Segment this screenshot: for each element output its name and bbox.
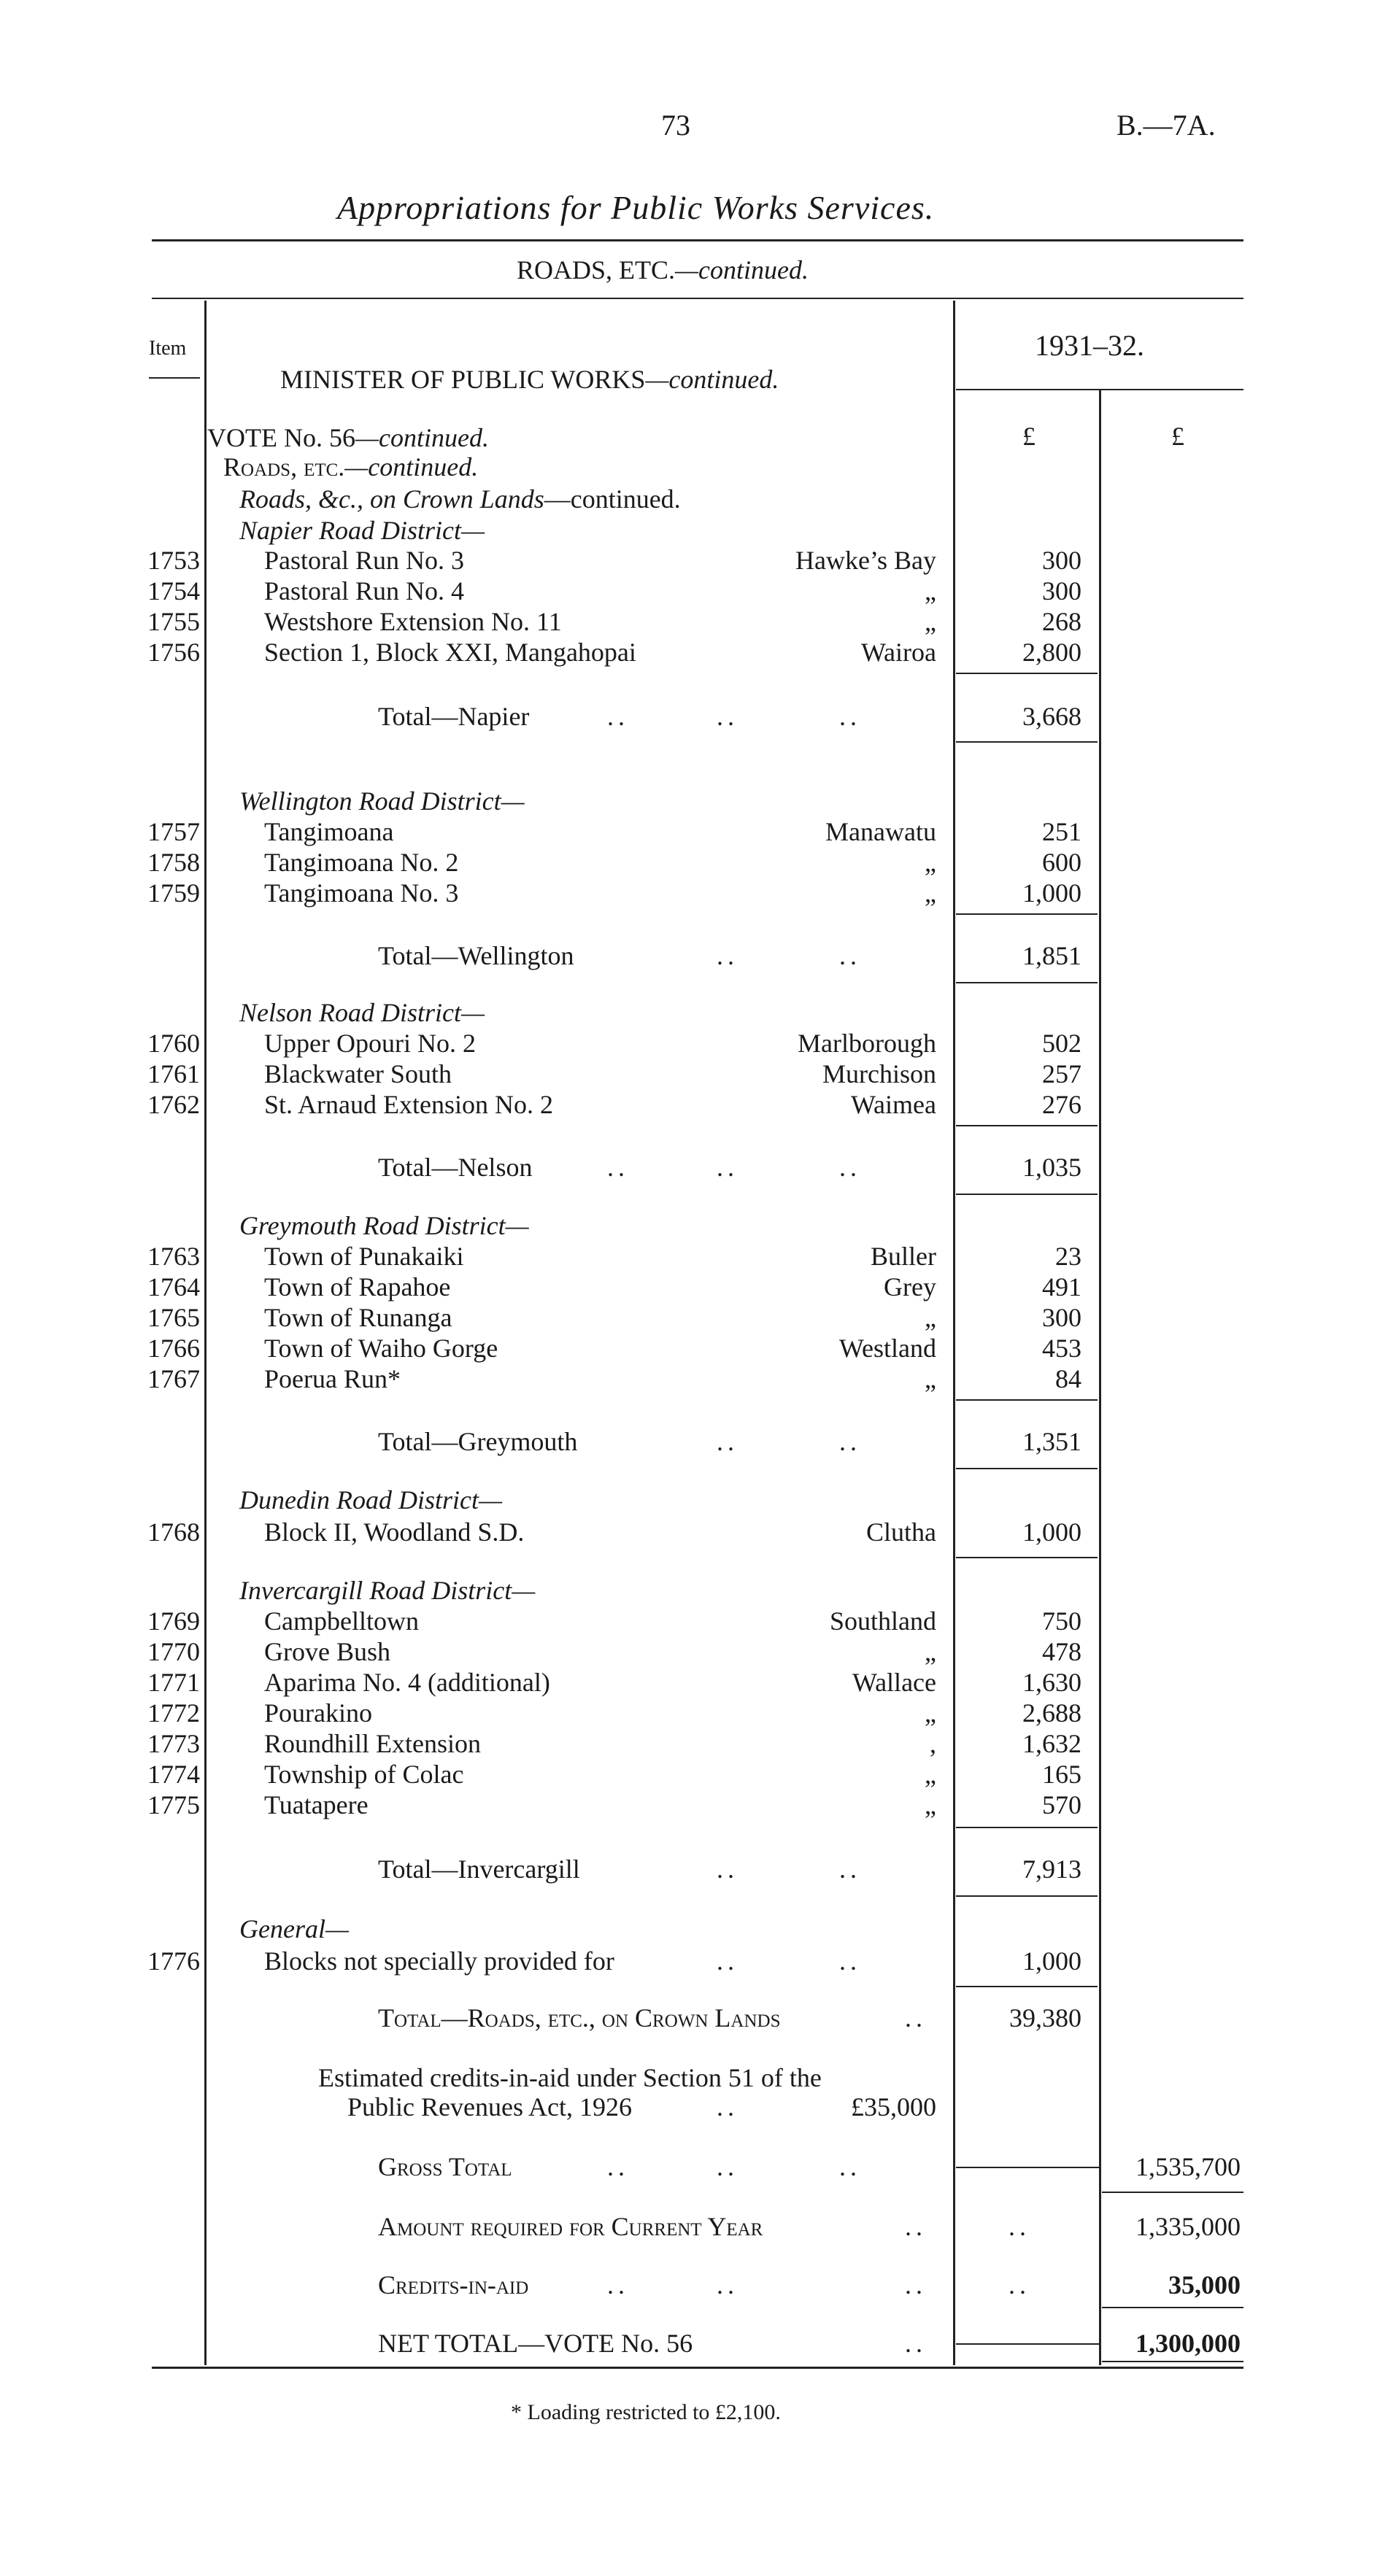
leader-dots: .. [717,2152,739,2181]
leader-dots: .. [1009,2270,1030,2300]
item-district: Westland [838,1334,936,1363]
item-amount: 1,632 [1022,1729,1081,1758]
subtotal-rule [956,1399,1098,1401]
item-number: 1765 [147,1303,200,1332]
roads-subheading-text: Roads, etc. [223,452,345,481]
item-district: Hawke’s Bay [795,546,936,575]
group-heading: Napier Road District— [239,516,485,545]
group-heading: Invercargill Road District— [239,1576,536,1605]
item-district: „ [925,1303,936,1332]
item-number: 1757 [147,817,200,846]
leader-dots: .. [839,1427,861,1456]
item-amount: 491 [1042,1272,1081,1301]
item-district: Wallace [852,1668,936,1697]
item-number: 1769 [147,1606,200,1636]
item-district: „ [925,848,936,877]
page-title: Appropriations for Public Works Services. [337,189,935,226]
item-description: Blocks not specially provided for [264,1946,614,1976]
item-amount: 1,000 [1022,1517,1081,1547]
item-district: Manawatu [825,817,936,846]
item-number: 1753 [147,546,200,575]
item-number: 1758 [147,848,200,877]
item-amount: 300 [1042,1303,1081,1332]
item-description: Westshore Extension No. 11 [264,607,562,636]
group-total-label: Total—Wellington [378,941,574,970]
subtotal-rule [956,913,1098,915]
item-description: Aparima No. 4 (additional) [264,1668,550,1697]
group-heading: Wellington Road District— [239,786,525,816]
item-number: 1760 [147,1029,200,1058]
item-description: Tangimoana No. 2 [264,848,459,877]
leader-dots: .. [839,1854,861,1884]
crown-lands-subheading [239,484,681,514]
section-title [517,255,809,285]
leader-dots: .. [839,2152,861,2181]
amount-column-rule-right [1099,390,1101,2365]
item-amount: 268 [1042,607,1081,636]
currency-symbol-2: £ [1171,422,1184,451]
item-description: Upper Opouri No. 2 [264,1029,476,1058]
item-district: „ [925,1760,936,1789]
item-number: 1774 [147,1760,200,1789]
summary-rule [1102,2307,1243,2308]
page-number: 73 [661,109,690,142]
item-amount: 1,000 [1022,1946,1081,1976]
footnote: * Loading restricted to £2,100. [511,2400,781,2424]
item-district: Murchison [822,1059,936,1088]
item-description: Block II, Woodland S.D. [264,1517,525,1547]
current-year-amount: 1,335,000 [1135,2212,1241,2241]
leader-dots: .. [717,1153,739,1182]
item-number: 1762 [147,1090,200,1119]
item-amount: 600 [1042,848,1081,877]
leader-dots: .. [905,2212,927,2241]
leader-dots: .. [839,1153,861,1182]
subtotal-rule [956,1194,1098,1195]
leader-dots: .. [607,702,629,731]
item-district: „ [925,607,936,636]
vote-heading-text: VOTE No. 56 [207,423,355,452]
subtotal-rule [956,1986,1098,1987]
leader-dots: .. [607,1153,629,1182]
summary-rule [956,2343,1099,2345]
item-header-rule [149,377,200,379]
group-heading: Dunedin Road District— [239,1485,502,1515]
item-number: 1767 [147,1364,200,1393]
item-amount: 165 [1042,1760,1081,1789]
item-amount: 23 [1055,1242,1081,1271]
title-rule [152,239,1243,241]
item-amount: 570 [1042,1790,1081,1819]
item-district: „ [925,878,936,908]
item-amount: 750 [1042,1606,1081,1636]
item-description: St. Arnaud Extension No. 2 [264,1090,553,1119]
item-district: Marlborough [798,1029,936,1058]
vote-heading-suffix: —continued. [355,423,489,452]
item-number: 1759 [147,878,200,908]
item-description: Pastoral Run No. 3 [264,546,464,575]
item-amount: 276 [1042,1090,1081,1119]
item-number: 1764 [147,1272,200,1301]
group-total-amount: 7,913 [1022,1854,1081,1884]
item-district: „ [925,1698,936,1728]
year-header-rule [956,389,1243,390]
item-description: Town of Punakaiki [264,1242,464,1271]
leader-dots: .. [717,2092,739,2121]
section-title-text: ROADS, ETC. [517,255,676,285]
document-reference: B.—7A. [1117,109,1216,142]
item-description: Township of Colac [264,1760,464,1789]
item-description: Roundhill Extension [264,1729,481,1758]
group-total-amount: 1,851 [1022,941,1081,970]
item-district: „ [925,1790,936,1819]
leader-dots: .. [839,1946,861,1976]
subtotal-rule [956,1827,1098,1828]
item-amount: 1,630 [1022,1668,1081,1697]
leader-dots: .. [607,2270,629,2300]
gross-total-label: Gross Total [378,2152,512,2181]
item-description: Pourakino [264,1698,372,1728]
crown-lands-total-label: Total—Roads, etc., on Crown Lands [378,2003,781,2032]
minister-heading-suffix: —continued. [645,365,779,394]
bottom-rule [152,2367,1243,2369]
section-rule [152,298,1243,299]
item-district: , [930,1729,936,1758]
item-description: Section 1, Block XXI, Mangahopai [264,638,636,667]
leader-dots: .. [839,702,861,731]
leader-dots: .. [905,2003,927,2032]
item-number: 1776 [147,1946,200,1976]
item-number: 1770 [147,1637,200,1666]
crown-lands-subheading-suffix: —continued. [544,484,681,514]
crown-lands-subheading-text: Roads, &c., on Crown Lands [239,484,544,514]
item-district: Wairoa [860,638,936,667]
summary-rule [956,2167,1099,2168]
leader-dots: .. [607,2152,629,2181]
item-amount: 453 [1042,1334,1081,1363]
item-number: 1771 [147,1668,200,1697]
item-amount: 2,688 [1022,1698,1081,1728]
group-total-amount: 1,351 [1022,1427,1081,1456]
amount-column-rule-left [953,301,955,2365]
credits-in-aid-label: Credits-in-aid [378,2270,529,2300]
group-total-amount: 3,668 [1022,702,1081,731]
current-year-label: Amount required for Current Year [378,2212,763,2241]
credits-note-amount: £35,000 [851,2092,936,2121]
item-number: 1773 [147,1729,200,1758]
item-district: Clutha [866,1517,936,1547]
item-district: Waimea [850,1090,936,1119]
item-description: Town of Rapahoe [264,1272,451,1301]
item-description: Campbelltown [264,1606,419,1636]
item-description: Grove Bush [264,1637,390,1666]
item-amount: 478 [1042,1637,1081,1666]
item-number: 1768 [147,1517,200,1547]
item-description: Town of Runanga [264,1303,452,1332]
subtotal-rule [956,1895,1098,1897]
group-heading: General— [239,1914,349,1943]
group-total-label: Total—Invercargill [378,1854,580,1884]
leader-dots: .. [1009,2212,1030,2241]
item-description: Tuatapere [264,1790,369,1819]
group-total-amount: 1,035 [1022,1153,1081,1182]
leader-dots: .. [717,1427,739,1456]
subtotal-rule [956,741,1098,743]
item-column-rule [204,301,207,2365]
item-amount: 257 [1042,1059,1081,1088]
item-district: „ [925,1364,936,1393]
subtotal-rule [956,1125,1098,1126]
item-description: Blackwater South [264,1059,452,1088]
item-amount: 300 [1042,576,1081,606]
currency-symbol-1: £ [1022,422,1036,451]
item-description: Tangimoana [264,817,394,846]
item-description: Town of Waiho Gorge [264,1334,498,1363]
item-number: 1755 [147,607,200,636]
item-description: Tangimoana No. 3 [264,878,459,908]
bottom-rule-double [1102,2361,1243,2362]
leader-dots: .. [905,2329,927,2358]
group-heading: Nelson Road District— [239,998,485,1027]
summary-rule [1102,2192,1243,2193]
leader-dots: .. [717,941,739,970]
year-column-header: 1931–32. [1035,329,1144,362]
item-district: Southland [829,1606,936,1636]
crown-lands-total: 39,380 [1009,2003,1081,2032]
item-number: 1761 [147,1059,200,1088]
subtotal-rule [956,982,1098,983]
item-district: Grey [884,1272,936,1301]
item-number: 1775 [147,1790,200,1819]
net-total-label: NET TOTAL—VOTE No. 56 [378,2329,693,2358]
item-description: Pastoral Run No. 4 [264,576,464,606]
subtotal-rule [956,1557,1098,1558]
credits-in-aid-amount: 35,000 [1168,2270,1241,2300]
item-amount: 251 [1042,817,1081,846]
leader-dots: .. [717,1946,739,1976]
credits-note-line-1: Estimated credits-in-aid under Section 51 of the [318,2063,822,2092]
vote-heading [207,423,489,452]
roads-subheading [223,452,478,481]
item-amount: 2,800 [1022,638,1081,667]
leader-dots: .. [717,702,739,731]
leader-dots: .. [717,1854,739,1884]
item-amount: 84 [1055,1364,1081,1393]
group-heading: Greymouth Road District— [239,1211,529,1240]
leader-dots: .. [839,941,861,970]
item-number: 1766 [147,1334,200,1363]
section-title-suffix: —continued. [675,255,809,285]
subtotal-rule [956,1468,1098,1469]
item-amount: 1,000 [1022,878,1081,908]
minister-heading [280,365,779,394]
group-total-label: Total—Nelson [378,1153,533,1182]
gross-total: 1,535,700 [1135,2152,1241,2181]
leader-dots: .. [717,2270,739,2300]
credits-note-line-2: Public Revenues Act, 1926 [347,2092,632,2121]
item-district: „ [925,576,936,606]
subtotal-rule [956,673,1098,674]
item-amount: 300 [1042,546,1081,575]
leader-dots: .. [905,2270,927,2300]
net-total-amount: 1,300,000 [1135,2329,1241,2358]
roads-subheading-suffix: —continued. [344,452,479,481]
group-total-label: Total—Napier [378,702,530,731]
item-number: 1772 [147,1698,200,1728]
item-district: „ [925,1637,936,1666]
item-amount: 502 [1042,1029,1081,1058]
item-description: Poerua Run* [264,1364,401,1393]
item-district: Buller [871,1242,936,1271]
item-number: 1756 [147,638,200,667]
item-number: 1763 [147,1242,200,1271]
minister-heading-text: MINISTER OF PUBLIC WORKS [280,365,646,394]
group-total-label: Total—Greymouth [378,1427,578,1456]
item-column-header: Item [149,337,187,360]
item-number: 1754 [147,576,200,606]
